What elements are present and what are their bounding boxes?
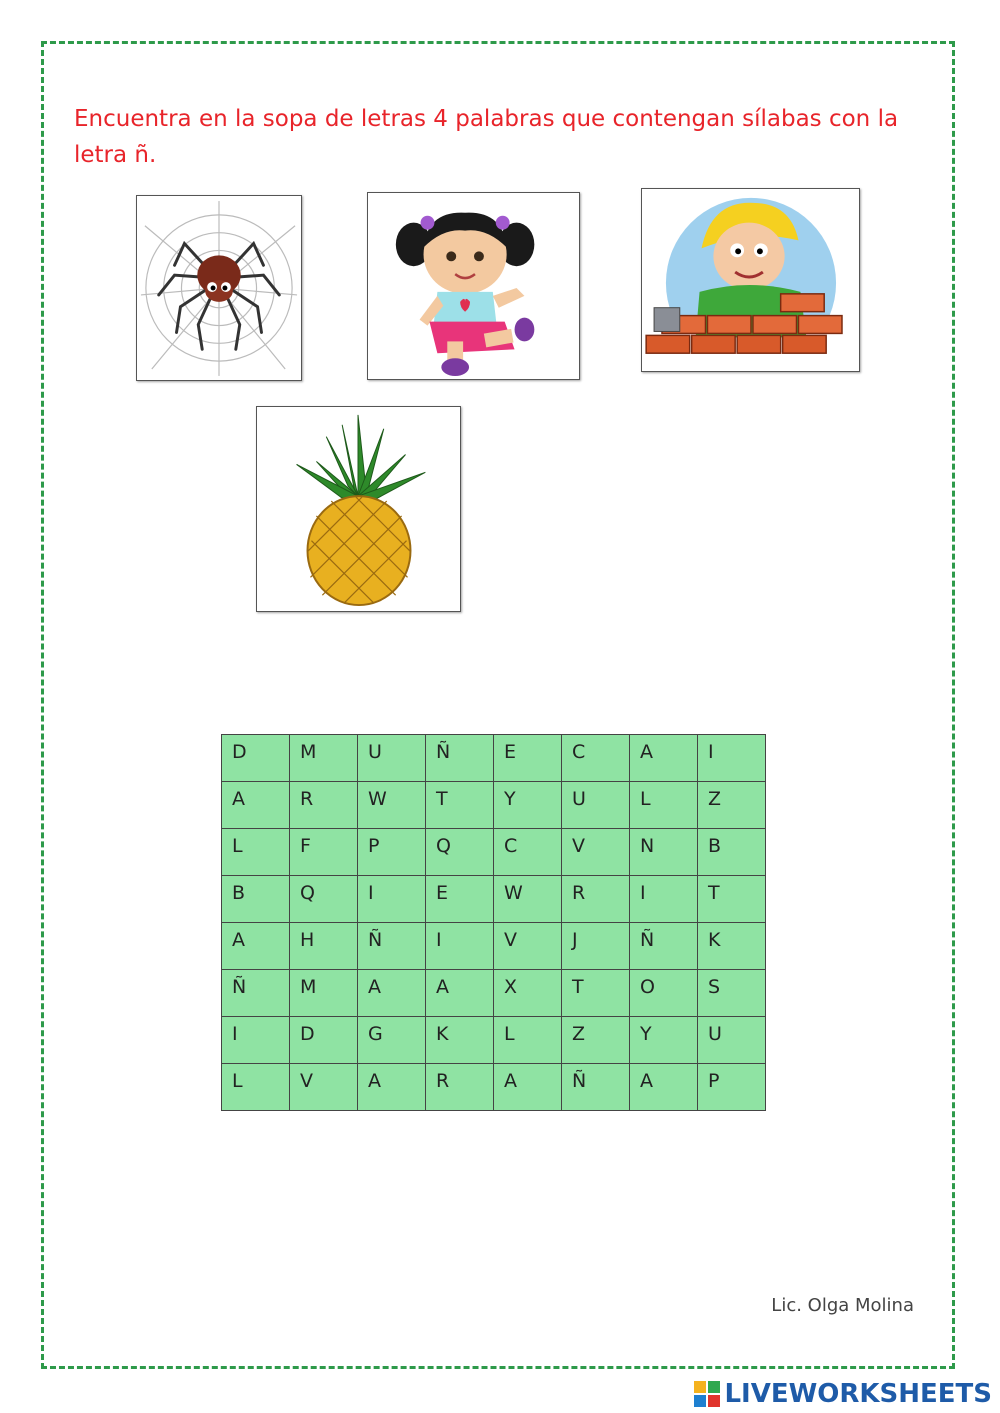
doll-picture [367,192,580,380]
instruction-text: Encuentra en la sopa de letras 4 palabras que contengan sílabas con la letra ñ. [74,106,899,168]
grid-cell[interactable]: P [358,829,426,876]
grid-cell[interactable]: R [426,1064,494,1111]
grid-cell[interactable]: S [698,970,766,1017]
grid-cell[interactable]: I [426,923,494,970]
grid-cell[interactable]: T [426,782,494,829]
word-search-grid [221,734,766,1111]
author-credit: Lic. Olga Molina [771,1295,914,1316]
grid-cell[interactable]: B [222,876,290,923]
grid-cell[interactable]: F [290,829,358,876]
grid-cell[interactable]: A [222,782,290,829]
grid-cell[interactable]: I [358,876,426,923]
grid-cell[interactable]: A [358,970,426,1017]
grid-cell[interactable]: B [698,829,766,876]
grid-cell[interactable]: A [630,1064,698,1111]
grid-cell[interactable]: P [698,1064,766,1111]
grid-cell[interactable]: Ñ [630,923,698,970]
grid-cell[interactable]: Y [494,782,562,829]
grid-cell[interactable]: W [494,876,562,923]
grid-cell[interactable]: O [630,970,698,1017]
grid-cell[interactable]: Ñ [358,923,426,970]
grid-cell[interactable]: A [426,970,494,1017]
grid-cell[interactable]: V [290,1064,358,1111]
grid-cell[interactable]: U [698,1017,766,1064]
grid-cell[interactable]: U [562,782,630,829]
grid-cell[interactable]: E [494,735,562,782]
grid-cell[interactable]: C [562,735,630,782]
grid-cell[interactable]: M [290,970,358,1017]
grid-cell[interactable]: N [630,829,698,876]
bricklayer-picture [641,188,860,372]
brand-text: LIVEWORKSHEETS [724,1379,992,1409]
grid-cell[interactable]: C [494,829,562,876]
grid-cell[interactable]: M [290,735,358,782]
grid-cell[interactable]: L [222,1064,290,1111]
bricklayer-icon [642,189,859,371]
grid-row [222,1017,766,1064]
grid-cell[interactable]: K [698,923,766,970]
spider-web-icon [137,196,301,380]
grid-cell[interactable]: V [562,829,630,876]
pineapple-icon [257,407,460,611]
grid-cell[interactable]: J [562,923,630,970]
grid-cell[interactable]: K [426,1017,494,1064]
grid-row [222,829,766,876]
grid-cell[interactable]: T [698,876,766,923]
brand-logo [694,1378,992,1410]
grid-cell[interactable]: G [358,1017,426,1064]
grid-row [222,923,766,970]
grid-cell[interactable]: A [222,923,290,970]
grid-row [222,1064,766,1111]
grid-cell[interactable]: Z [562,1017,630,1064]
grid-cell[interactable]: R [562,876,630,923]
grid-cell[interactable]: V [494,923,562,970]
grid-cell[interactable]: A [494,1064,562,1111]
pineapple-picture [256,406,461,612]
grid-cell[interactable]: A [630,735,698,782]
grid-cell[interactable]: Z [698,782,766,829]
grid-row [222,876,766,923]
grid-row [222,735,766,782]
grid-cell[interactable]: A [358,1064,426,1111]
grid-cell[interactable]: T [562,970,630,1017]
grid-cell[interactable]: Y [630,1017,698,1064]
grid-cell[interactable]: I [698,735,766,782]
doll-icon [368,193,579,379]
spider-picture [136,195,302,381]
grid-cell[interactable]: U [358,735,426,782]
grid-cell[interactable]: W [358,782,426,829]
grid-cell[interactable]: I [630,876,698,923]
grid-cell[interactable]: Ñ [222,970,290,1017]
grid-cell[interactable]: L [222,829,290,876]
grid-cell[interactable]: D [290,1017,358,1064]
grid-cell[interactable]: I [222,1017,290,1064]
grid-cell[interactable]: Ñ [562,1064,630,1111]
grid-cell[interactable]: X [494,970,562,1017]
grid-row [222,970,766,1017]
grid-cell[interactable]: E [426,876,494,923]
grid-cell[interactable]: L [630,782,698,829]
liveworksheets-logo-icon [694,1381,720,1407]
grid-cell[interactable]: Ñ [426,735,494,782]
grid-cell[interactable]: D [222,735,290,782]
grid-row [222,782,766,829]
grid-cell[interactable]: Q [290,876,358,923]
grid-cell[interactable]: H [290,923,358,970]
grid-cell[interactable]: L [494,1017,562,1064]
grid-cell[interactable]: R [290,782,358,829]
grid-cell[interactable]: Q [426,829,494,876]
